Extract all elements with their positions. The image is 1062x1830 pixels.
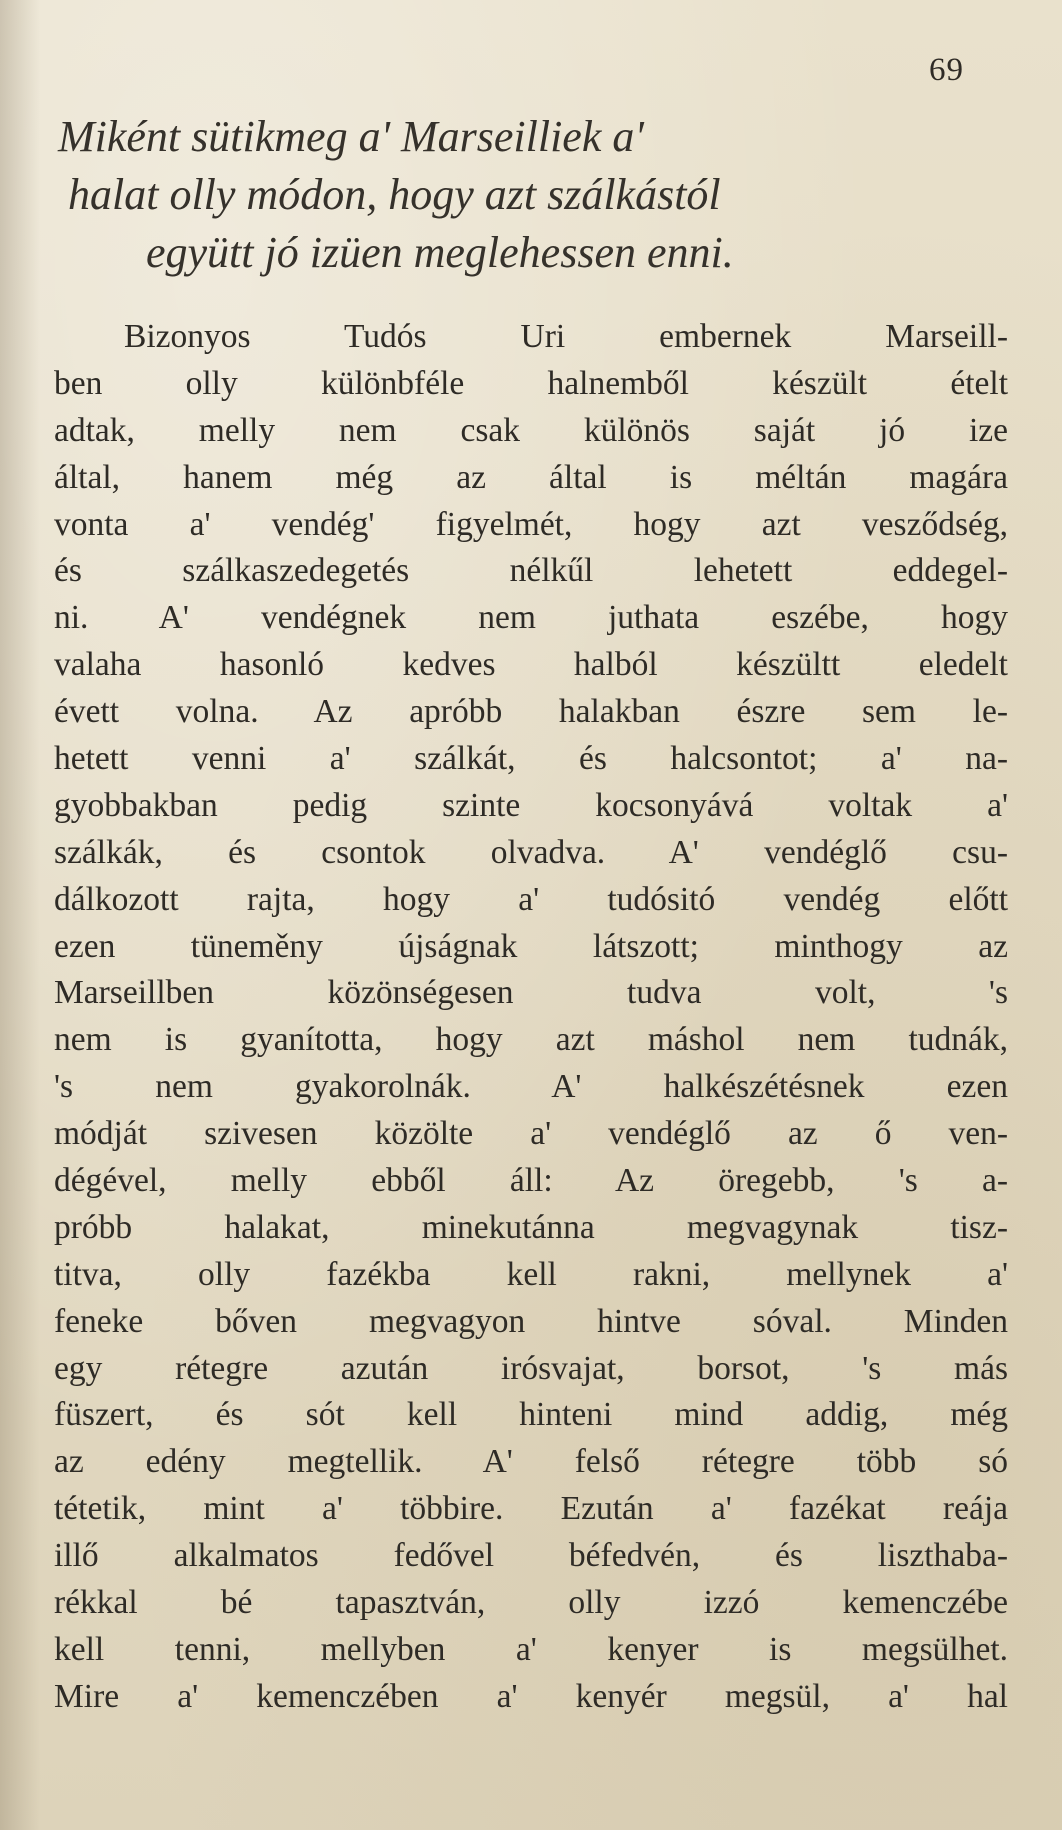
text-line: dégével, melly ebből áll: Az öregebb, 's a- [54, 1162, 1008, 1200]
text-line: rékkal bé tapasztván, olly izzó kemenczébe [54, 1584, 1008, 1622]
text-line: ni. A' vendégnek nem juthata eszébe, hogy [54, 599, 1008, 637]
text-line: valaha hasonló kedves halból készültt eledelt [54, 646, 1008, 684]
text-line: ezen tüneměny újságnak látszott; minthogy az [54, 927, 1008, 965]
text-line: Bizonyos Tudós Uri embernek Marseill- [124, 318, 1008, 355]
recipe-paragraph [54, 314, 1008, 1721]
text-line: tétetik, mint a' többire. Ezután a' fazékat reája [54, 1490, 1008, 1528]
text-line: próbb halakat, minekutánna megvagynak tisz- [54, 1208, 1008, 1246]
page-gutter-shadow [0, 0, 40, 1830]
text-line: illő alkalmatos fedővel béfedvén, és liszthaba- [54, 1537, 1008, 1575]
text-line: által, hanem még az által is méltán magára [54, 458, 1008, 496]
text-line: nem is gyanította, hogy azt máshol nem tudnák, [54, 1021, 1008, 1059]
text-line: egy rétegre azután irósvajat, borsot, 's más [54, 1349, 1008, 1387]
text-line: fenekе bőven megvagyon hintve sóval. Minden [54, 1302, 1008, 1340]
text-line: Marseillben közönségesen tudva volt, 's [54, 974, 1008, 1012]
text-line: adtak, melly nem csak különös saját jó ize [54, 411, 1008, 449]
page-number: 69 [929, 52, 964, 88]
text-line: és szálkaszedegetés nélkűl lehetett eddegel- [54, 552, 1008, 590]
text-line: kell tenni, mellyben a' kenyer is megsülhet. [54, 1630, 1008, 1668]
text-line: dálkozott rajta, hogy a' tudósitó vendég előtt [54, 880, 1008, 918]
text-line: szálkák, és csontok olvadva. A' vendéglő csu- [54, 833, 1008, 871]
text-line: évett volna. Az apróbb halakban észre sem le- [54, 693, 1008, 731]
text-line: hetett venni a' szálkát, és halcsontot; a' na- [54, 740, 1008, 778]
text-line: vonta a' vendég' figyelmét, hogy azt vesződség, [54, 505, 1008, 543]
text-line: Mire a' kemenczében a' kenyér megsül, a' hal [54, 1677, 1008, 1715]
text-line: az edény megtellik. A' felső rétegre több só [54, 1443, 1008, 1481]
text-line: 's nem gyakorolnák. A' halkészétésnek ezen [54, 1068, 1008, 1106]
text-line: módját szivesen közölte a' vendéglő az ő ven- [54, 1115, 1008, 1153]
text-line: titva, olly fazékba kell rakni, mellynek a' [54, 1255, 1008, 1293]
title-line: halat olly módon, hogy azt szálkástól [68, 170, 721, 219]
text-line: füszert, és sót kell hinteni mind addig, még [54, 1396, 1008, 1434]
recipe-title [58, 108, 1008, 282]
title-line: Miként sütikmeg a' Marseilliek a' [58, 112, 644, 161]
title-line: együtt jó izüen meglehessen enni. [146, 228, 734, 277]
text-line: gyobbakban pedig szinte kocsonyává voltak a' [54, 786, 1008, 824]
text-line: ben olly különbféle halnemből készült ételt [54, 364, 1008, 402]
